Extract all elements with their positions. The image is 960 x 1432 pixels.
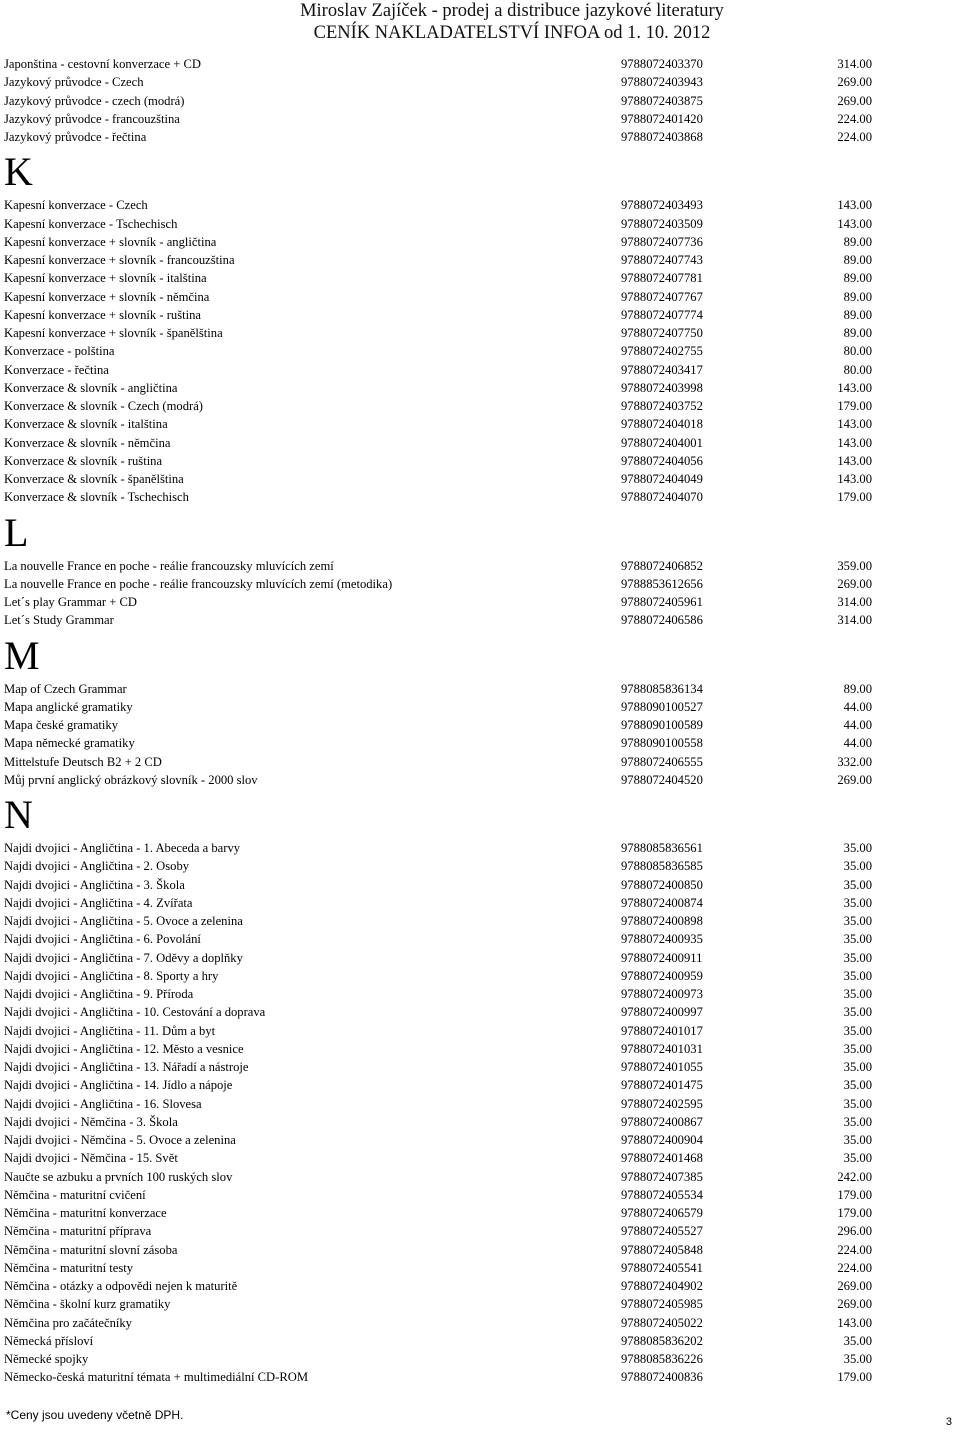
book-title: Naučte se azbuku a prvních 100 ruských slov — [4, 1169, 233, 1184]
price-row — [4, 379, 884, 397]
book-title: Německo-česká maturitní témata + multimediální CD-ROM — [4, 1370, 309, 1385]
isbn: 9788072402755 — [621, 344, 703, 359]
book-title: Mittelstufe Deutsch B2 + 2 CD — [4, 754, 162, 769]
price: 35.00 — [843, 859, 872, 874]
price-row — [4, 434, 884, 452]
price-row — [4, 876, 884, 894]
price: 35.00 — [843, 950, 872, 965]
price: 179.00 — [837, 1370, 872, 1385]
price-row — [4, 1222, 884, 1240]
price: 35.00 — [843, 914, 872, 928]
isbn: 9788072403752 — [621, 399, 703, 413]
price-row — [4, 73, 884, 91]
price: 35.00 — [843, 932, 872, 947]
price: 35.00 — [843, 1151, 872, 1166]
price: 35.00 — [843, 1114, 872, 1129]
book-title: Konverzace & slovník - Czech (modrá) — [4, 399, 203, 413]
book-title: Najdi dvojici - Angličtina - 12. Město a vesnice — [4, 1041, 244, 1056]
isbn: 9788072406586 — [621, 613, 703, 628]
book-title: Najdi dvojici - Angličtina - 16. Slovesa — [4, 1096, 202, 1111]
isbn: 9788072403998 — [621, 380, 703, 395]
price: 35.00 — [843, 1096, 872, 1111]
price: 89.00 — [843, 307, 872, 322]
book-title: Mapa německé gramatiky — [4, 736, 135, 751]
isbn: 9788072406852 — [621, 558, 703, 573]
price: 143.00 — [837, 453, 872, 468]
price: 224.00 — [837, 1242, 872, 1257]
price: 35.00 — [843, 1041, 872, 1056]
isbn: 9788072400867 — [621, 1114, 703, 1129]
price-row — [4, 1168, 884, 1186]
price-row — [4, 575, 884, 593]
book-title: Let´s Study Grammar — [4, 613, 114, 628]
book-title: Najdi dvojici - Němčina - 15. Svět — [4, 1151, 178, 1166]
section-letter: N — [4, 792, 33, 837]
book-title: Kapesní konverzace + slovník - angličtina — [4, 234, 217, 249]
price-row — [4, 985, 884, 1003]
isbn: 9788072401468 — [621, 1151, 703, 1166]
isbn: 9788072403509 — [621, 216, 703, 231]
price-row — [4, 269, 884, 287]
isbn: 9788072403417 — [621, 362, 703, 377]
price-row — [4, 1368, 884, 1386]
book-title: La nouvelle France en poche - reálie francouzsky mluvících zemí — [4, 558, 334, 573]
isbn: 9788090100589 — [621, 718, 703, 732]
price: 332.00 — [837, 754, 872, 769]
price-row — [4, 1350, 884, 1368]
section-letter: M — [4, 632, 40, 678]
isbn: 9788072402595 — [621, 1096, 703, 1111]
price-row — [4, 452, 884, 470]
price: 35.00 — [843, 968, 872, 983]
price: 269.00 — [837, 1279, 872, 1293]
price-row — [4, 753, 884, 771]
price: 269.00 — [837, 772, 872, 787]
price-row — [4, 92, 884, 110]
isbn: 9788072403370 — [621, 57, 703, 71]
isbn: 9788072404049 — [621, 472, 703, 486]
section-letter: K — [4, 149, 33, 195]
price: 179.00 — [837, 1206, 872, 1220]
price-row — [4, 1003, 884, 1021]
isbn: 9788072404018 — [621, 417, 703, 432]
price: 314.00 — [837, 613, 872, 628]
isbn: 9788072405534 — [621, 1187, 703, 1202]
price: 89.00 — [843, 326, 872, 340]
book-title: Jazykový průvodce - czech (modrá) — [4, 93, 185, 108]
book-title: Konverzace & slovník - Tschechisch — [4, 490, 189, 505]
price: 269.00 — [837, 1297, 872, 1312]
book-title: Konverzace & slovník - ruština — [4, 453, 163, 468]
isbn: 9788072406555 — [621, 754, 703, 769]
price: 143.00 — [837, 1315, 872, 1330]
price-row — [4, 1332, 884, 1350]
price: 314.00 — [837, 595, 872, 609]
price: 44.00 — [843, 699, 872, 714]
price-row — [4, 110, 884, 128]
book-title: Němčina - maturitní cvičení — [4, 1187, 146, 1202]
book-title: Mapa české gramatiky — [4, 718, 118, 732]
isbn: 9788853612656 — [621, 576, 703, 591]
book-title: Konverzace - řečtina — [4, 362, 109, 377]
isbn: 9788072401475 — [621, 1078, 703, 1093]
book-title: Jazykový průvodce - francouzština — [4, 111, 180, 126]
book-title: Němčina - maturitní slovní zásoba — [4, 1242, 178, 1257]
price: 224.00 — [837, 130, 872, 144]
book-title: Najdi dvojici - Angličtina - 9. Příroda — [4, 987, 194, 1001]
price: 269.00 — [837, 93, 872, 108]
book-title: Najdi dvojici - Angličtina - 5. Ovoce a zelenina — [4, 914, 243, 928]
price: 35.00 — [843, 1352, 872, 1366]
page-number: 3 — [945, 1416, 952, 1428]
isbn: 9788072403943 — [621, 75, 703, 90]
price: 269.00 — [837, 576, 872, 591]
price: 143.00 — [837, 216, 872, 231]
price-row — [4, 1204, 884, 1222]
price-row — [4, 1131, 884, 1149]
price-row — [4, 894, 884, 912]
isbn: 9788072400997 — [621, 1005, 703, 1020]
isbn: 9788072403875 — [621, 93, 703, 108]
book-title: Najdi dvojici - Angličtina - 2. Osoby — [4, 859, 190, 874]
price-row — [4, 1314, 884, 1332]
price: 89.00 — [843, 253, 872, 267]
price: 179.00 — [837, 490, 872, 505]
book-title: Kapesní konverzace + slovník - španělština — [4, 326, 223, 340]
price-row — [4, 680, 884, 698]
book-title: Konverzace & slovník - němčina — [4, 435, 171, 450]
price: 89.00 — [843, 271, 872, 286]
isbn: 9788072401055 — [621, 1060, 703, 1074]
price-row — [4, 251, 884, 269]
isbn: 9788072407736 — [621, 234, 703, 249]
book-title: Najdi dvojici - Němčina - 5. Ovoce a zelenina — [4, 1133, 236, 1147]
price-row — [4, 949, 884, 967]
price: 89.00 — [843, 234, 872, 249]
price-row — [4, 1295, 884, 1313]
price-row — [4, 593, 884, 611]
book-title: Najdi dvojici - Angličtina - 10. Cestování a doprava — [4, 1005, 266, 1020]
price: 179.00 — [837, 399, 872, 413]
isbn: 9788085836202 — [621, 1333, 703, 1348]
price: 89.00 — [843, 681, 872, 696]
price-row — [4, 557, 884, 575]
isbn: 9788072403493 — [621, 198, 703, 213]
price: 35.00 — [843, 1023, 872, 1038]
price: 224.00 — [837, 1260, 872, 1275]
isbn: 9788072400836 — [621, 1370, 703, 1385]
price: 35.00 — [843, 1078, 872, 1093]
price: 224.00 — [837, 111, 872, 126]
isbn: 9788072406579 — [621, 1206, 703, 1220]
isbn: 9788072401420 — [621, 111, 703, 126]
book-title: Map of Czech Grammar — [4, 681, 127, 696]
isbn: 9788072400959 — [621, 968, 703, 983]
isbn: 9788072407385 — [621, 1169, 703, 1184]
isbn: 9788072407743 — [621, 253, 703, 267]
book-title: Konverzace & slovník - angličtina — [4, 380, 178, 395]
price-row — [4, 128, 884, 146]
isbn: 9788085836561 — [621, 841, 703, 855]
isbn: 9788072404902 — [621, 1279, 703, 1293]
isbn: 9788072400904 — [621, 1133, 703, 1147]
book-title: Najdi dvojici - Angličtina - 1. Abeceda a barvy — [4, 841, 241, 855]
isbn: 9788085836226 — [621, 1352, 703, 1366]
price: 269.00 — [837, 75, 872, 90]
isbn: 9788072400850 — [621, 877, 703, 892]
isbn: 9788090100558 — [621, 736, 703, 751]
book-title: Najdi dvojici - Angličtina - 8. Sporty a hry — [4, 968, 219, 983]
isbn: 9788072400973 — [621, 987, 703, 1001]
isbn: 9788072404520 — [621, 772, 703, 787]
book-title: Němčina - maturitní testy — [4, 1260, 134, 1275]
book-title: Let´s play Grammar + CD — [4, 595, 138, 609]
header-publisher-line: Miroslav Zajíček - prodej a distribuce jazykové literatury — [300, 1, 724, 21]
isbn: 9788072400935 — [621, 932, 703, 947]
isbn: 9788072400898 — [621, 914, 703, 928]
book-title: Jazykový průvodce - Czech — [4, 75, 144, 90]
book-title: Němčina - maturitní konverzace — [4, 1206, 167, 1220]
price-row — [4, 233, 884, 251]
book-title: Najdi dvojici - Angličtina - 13. Nářadí a nástroje — [4, 1060, 249, 1074]
isbn: 9788072404056 — [621, 453, 703, 468]
price-row — [4, 912, 884, 930]
price-row — [4, 1095, 884, 1113]
book-title: Němčina pro začátečníky — [4, 1315, 132, 1330]
isbn: 9788072405541 — [621, 1260, 703, 1275]
isbn: 9788072405985 — [621, 1297, 703, 1312]
book-title: Kapesní konverzace + slovník - němčina — [4, 289, 210, 304]
price: 35.00 — [843, 1060, 872, 1074]
price: 35.00 — [843, 895, 872, 910]
price-row — [4, 288, 884, 306]
price-row — [4, 930, 884, 948]
isbn: 9788072404070 — [621, 490, 703, 505]
isbn: 9788072400911 — [621, 950, 703, 965]
price-row — [4, 397, 884, 415]
price: 35.00 — [843, 987, 872, 1001]
price: 89.00 — [843, 289, 872, 304]
price-row — [4, 215, 884, 233]
price-row — [4, 857, 884, 875]
price-row — [4, 1277, 884, 1295]
price: 35.00 — [843, 1333, 872, 1348]
price: 44.00 — [843, 736, 872, 751]
book-title: Kapesní konverzace - Czech — [4, 198, 148, 213]
section-letter: L — [4, 509, 29, 555]
price-row — [4, 55, 884, 73]
book-title: Německé spojky — [4, 1352, 89, 1366]
isbn: 9788072405961 — [621, 595, 703, 609]
price: 143.00 — [837, 417, 872, 432]
book-title: Můj první anglický obrázkový slovník - 2000 slov — [4, 772, 258, 787]
book-title: Japonština - cestovní konverzace + CD — [4, 57, 201, 71]
price-row — [4, 415, 884, 433]
price-row — [4, 1259, 884, 1277]
price-row — [4, 839, 884, 857]
price-row — [4, 470, 884, 488]
price: 143.00 — [837, 435, 872, 450]
book-title: Najdi dvojici - Angličtina - 4. Zvířata — [4, 895, 193, 910]
book-title: Kapesní konverzace - Tschechisch — [4, 216, 178, 231]
price-row — [4, 306, 884, 324]
header-pricelist-line: CENÍK NAKLADATELSTVÍ INFOA od 1. 10. 2012 — [313, 23, 711, 43]
price: 35.00 — [843, 1005, 872, 1020]
isbn: 9788072401031 — [621, 1041, 703, 1056]
price-row — [4, 771, 884, 789]
price-row — [4, 488, 884, 506]
book-title: Najdi dvojici - Němčina - 3. Škola — [4, 1114, 178, 1129]
book-title: Najdi dvojici - Angličtina - 3. Škola — [4, 877, 185, 892]
price-row — [4, 342, 884, 360]
book-title: Kapesní konverzace + slovník - francouzština — [4, 253, 235, 267]
price: 314.00 — [837, 57, 872, 71]
isbn: 9788072405527 — [621, 1224, 703, 1239]
isbn: 9788072404001 — [621, 435, 703, 450]
price-row — [4, 361, 884, 379]
price-row — [4, 1186, 884, 1204]
isbn: 9788072407767 — [621, 289, 703, 304]
price: 296.00 — [837, 1224, 872, 1239]
price-row — [4, 1040, 884, 1058]
book-title: Konverzace - polština — [4, 344, 115, 359]
book-title: Německá přísloví — [4, 1333, 94, 1348]
price-row — [4, 716, 884, 734]
book-title: Najdi dvojici - Angličtina - 6. Povolání — [4, 932, 201, 947]
book-title: Mapa anglické gramatiky — [4, 699, 133, 714]
book-title: Němčina - školní kurz gramatiky — [4, 1297, 171, 1312]
book-title: Němčina - maturitní příprava — [4, 1224, 152, 1239]
price: 242.00 — [837, 1169, 872, 1184]
price-row — [4, 698, 884, 716]
book-title: Kapesní konverzace + slovník - italština — [4, 271, 207, 286]
book-title: Kapesní konverzace + slovník - ruština — [4, 307, 201, 322]
isbn: 9788072405022 — [621, 1315, 703, 1330]
book-title: Konverzace & slovník - italština — [4, 417, 168, 432]
price-row — [4, 1113, 884, 1131]
price: 80.00 — [843, 362, 872, 377]
price-row — [4, 196, 884, 214]
isbn: 9788072407781 — [621, 271, 703, 286]
price-row — [4, 1241, 884, 1259]
price: 35.00 — [843, 877, 872, 892]
price: 35.00 — [843, 1133, 872, 1147]
price-row — [4, 1058, 884, 1076]
isbn: 9788072401017 — [621, 1023, 703, 1038]
price-row — [4, 734, 884, 752]
isbn: 9788072405848 — [621, 1242, 703, 1257]
price: 359.00 — [837, 558, 872, 573]
price: 143.00 — [837, 198, 872, 213]
price-row — [4, 1022, 884, 1040]
book-title: La nouvelle France en poche - reálie francouzsky mluvících zemí (metodika) — [4, 576, 393, 591]
book-title: Němčina - otázky a odpovědi nejen k maturitě — [4, 1279, 238, 1293]
isbn: 9788072407774 — [621, 307, 703, 322]
price: 179.00 — [837, 1187, 872, 1202]
price: 143.00 — [837, 472, 872, 486]
price-row — [4, 1076, 884, 1094]
isbn: 9788072400874 — [621, 895, 703, 910]
price-row — [4, 611, 884, 629]
price-row — [4, 967, 884, 985]
book-title: Najdi dvojici - Angličtina - 14. Jídlo a nápoje — [4, 1078, 233, 1093]
isbn: 9788085836585 — [621, 859, 703, 874]
price: 80.00 — [843, 344, 872, 359]
page-header — [252, 0, 772, 44]
price-row — [4, 324, 884, 342]
book-title: Najdi dvojici - Angličtina - 11. Dům a byt — [4, 1023, 216, 1038]
price-list — [4, 55, 884, 1387]
book-title: Jazykový průvodce - řečtina — [4, 130, 147, 144]
price-row — [4, 1149, 884, 1167]
price: 44.00 — [843, 718, 872, 732]
isbn: 9788085836134 — [621, 681, 703, 696]
price: 143.00 — [837, 380, 872, 395]
isbn: 9788072403868 — [621, 130, 703, 144]
vat-footnote: *Ceny jsou uvedeny včetně DPH. — [6, 1408, 184, 1422]
isbn: 9788072407750 — [621, 326, 703, 340]
book-title: Najdi dvojici - Angličtina - 7. Oděvy a doplňky — [4, 950, 243, 965]
price: 35.00 — [843, 841, 872, 855]
isbn: 9788090100527 — [621, 699, 703, 714]
book-title: Konverzace & slovník - španělština — [4, 472, 184, 486]
